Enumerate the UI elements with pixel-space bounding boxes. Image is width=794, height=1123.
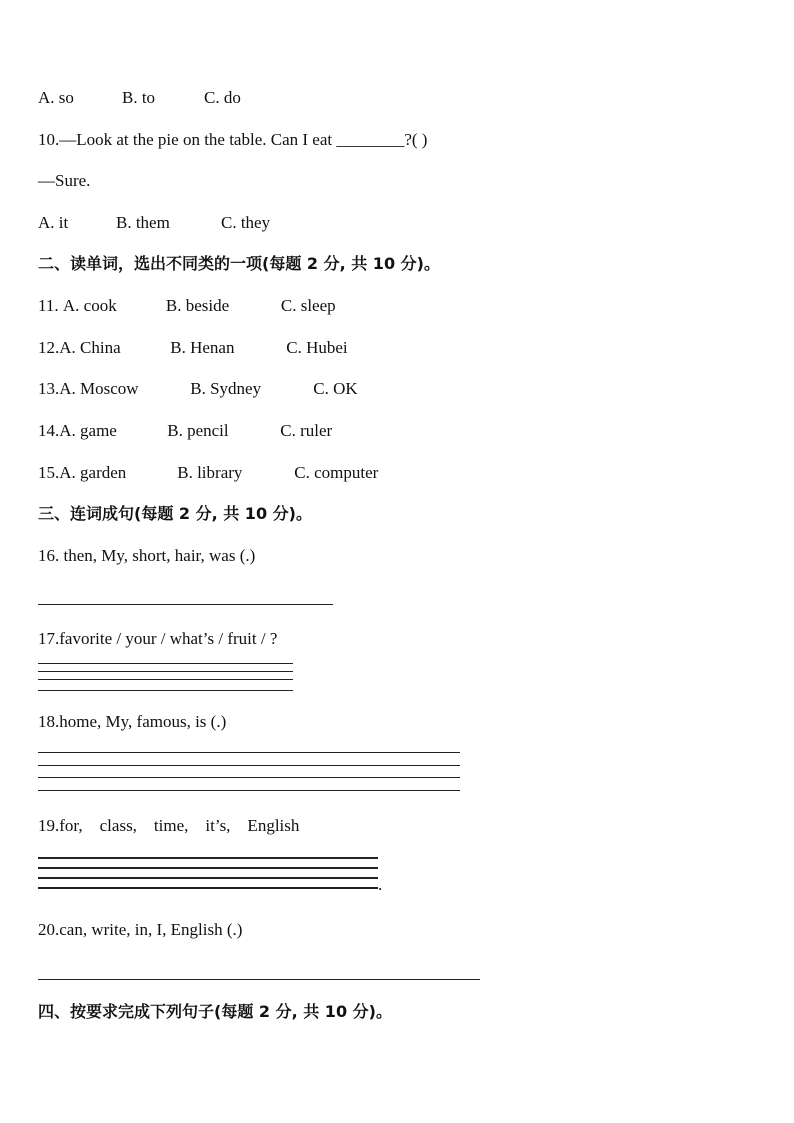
q14-option-c: C. ruler [280, 421, 333, 440]
q19-number: 19. [38, 816, 60, 835]
q13-option-b: B. Sydney [190, 379, 262, 398]
q10-option-a: A. it [38, 213, 69, 232]
q17-answer-line-4[interactable] [38, 690, 293, 691]
q17-row [38, 629, 277, 649]
q17-answer-line-2[interactable] [38, 671, 293, 672]
q16-row [38, 546, 255, 566]
q13-option-a: A. Moscow [59, 379, 139, 398]
q19-answer-line-3[interactable] [38, 877, 378, 879]
q10-option-c: C. they [221, 213, 271, 232]
q18-answer-line-2[interactable] [38, 765, 460, 766]
q10-options [38, 213, 270, 233]
q9-option-a: A. so [38, 88, 74, 107]
q20-row [38, 920, 242, 940]
q9-option-c: C. do [204, 88, 241, 107]
q11-row [38, 296, 336, 316]
q10-stem: 10.—Look at the pie on the table. Can I eat ________?( ) [38, 130, 428, 149]
q13-row [38, 379, 358, 399]
q19-period: . [378, 875, 383, 894]
q11-option-a: A. cook [62, 296, 117, 315]
q20-number: 20. [38, 920, 60, 939]
section4-title: 四、按要求完成下列句子(每题 2 分, 共 10 分)。 [38, 1002, 392, 1021]
q16-number: 16. [38, 546, 60, 565]
q17-number: 17. [38, 629, 60, 648]
q14-option-b: B. pencil [167, 421, 229, 440]
q18-answer-line-4[interactable] [38, 790, 460, 791]
q17-words: favorite / your / what’s / fruit / ? [59, 629, 278, 648]
q20-words: can, write, in, I, English (.) [59, 920, 243, 939]
q19-answer-line-4[interactable] [38, 887, 378, 889]
q13-number: 13. [38, 379, 60, 398]
q11-option-b: B. beside [165, 296, 230, 315]
q19-answer-line-2[interactable] [38, 867, 378, 869]
q11-number: 11. [38, 296, 59, 315]
q12-option-a: A. China [59, 338, 121, 357]
q18-row [38, 712, 226, 732]
q16-words: then, My, short, hair, was (.) [63, 546, 256, 565]
q17-answer-line-1[interactable] [38, 663, 293, 664]
q19-row [38, 816, 299, 836]
q9-options [38, 88, 241, 108]
q13-option-c: C. OK [313, 379, 358, 398]
q14-number: 14. [38, 421, 60, 440]
section2-title: 二、读单词，选出不同类的一项(每题 2 分, 共 10 分)。 [38, 254, 440, 273]
q11-option-c: C. sleep [280, 296, 336, 315]
q19-words: for, class, time, it’s, English [59, 816, 300, 835]
q19-answer-line-1[interactable] [38, 857, 378, 859]
q18-answer-line-3[interactable] [38, 777, 460, 778]
q12-row [38, 338, 348, 358]
section3-title: 三、连词成句(每题 2 分, 共 10 分)。 [38, 504, 312, 523]
q14-row [38, 421, 332, 441]
q16-answer-line[interactable] [38, 604, 333, 605]
q12-option-b: B. Henan [170, 338, 235, 357]
q18-number: 18. [38, 712, 60, 731]
q18-answer-line-1[interactable] [38, 752, 460, 753]
q20-answer-line[interactable] [38, 979, 480, 980]
q15-option-a: A. garden [59, 463, 127, 482]
q15-option-b: B. library [177, 463, 243, 482]
q18-words: home, My, famous, is (.) [59, 712, 227, 731]
q9-option-b: B. to [122, 88, 156, 107]
q12-option-c: C. Hubei [286, 338, 348, 357]
q15-row [38, 463, 378, 483]
q15-option-c: C. computer [294, 463, 379, 482]
q12-number: 12. [38, 338, 60, 357]
q14-option-a: A. game [59, 421, 117, 440]
q10-option-b: B. them [116, 213, 170, 232]
q10-reply: —Sure. [38, 171, 91, 190]
q17-answer-line-3[interactable] [38, 679, 293, 680]
q15-number: 15. [38, 463, 60, 482]
